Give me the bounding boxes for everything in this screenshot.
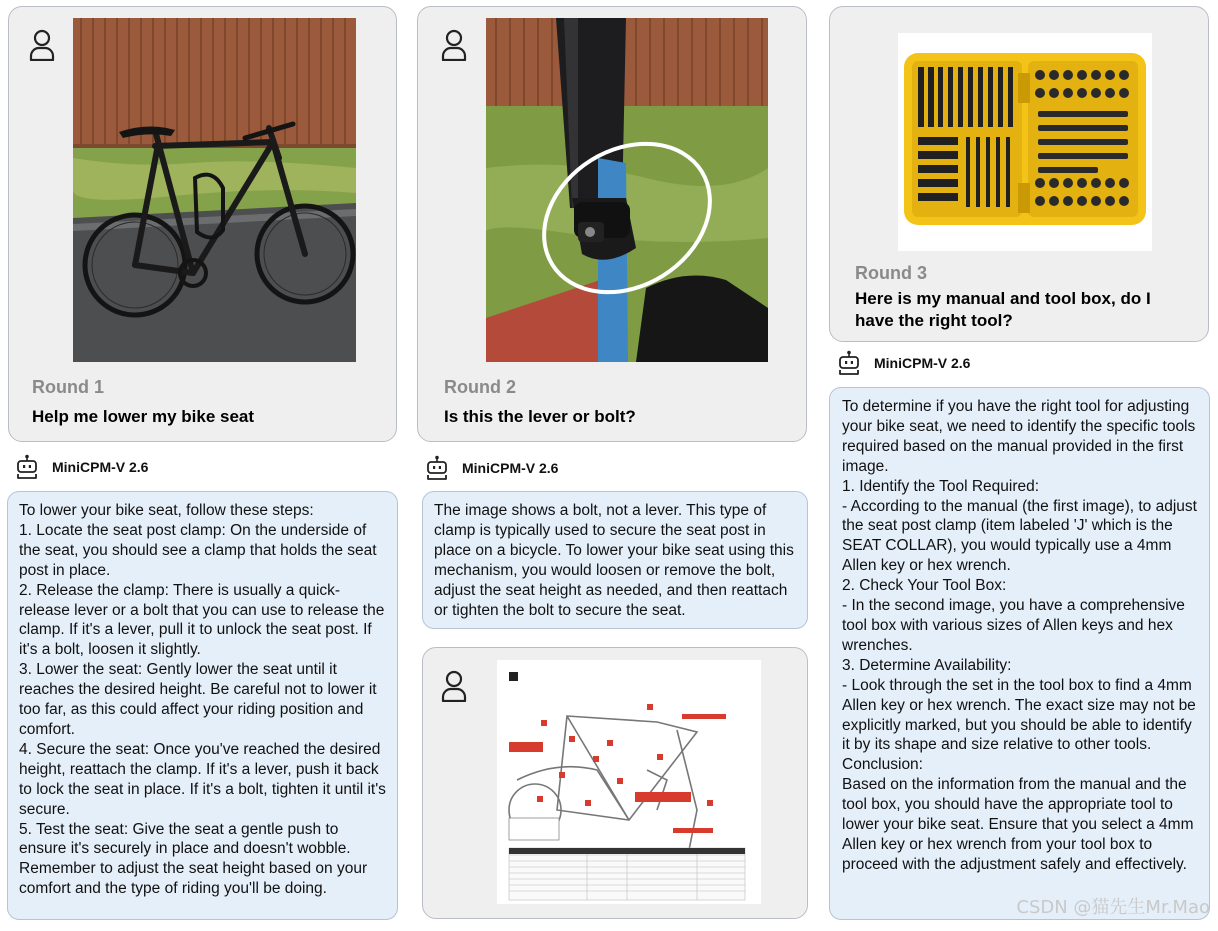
user-message-round-1 xyxy=(8,6,397,442)
round-label: Round 3 xyxy=(855,263,927,283)
bot-response-round-2: The image shows a bolt, not a lever. This type of clamp is typically used to secure the seat post in place on a bicycle. To lower your bike seat using this mechanism, you would loosen or remove the bolt, adjust the seat height as needed, and then reattach or tighten the bolt to secure the seat. xyxy=(422,491,808,629)
bot-name: MiniCPM-V 2.6 xyxy=(874,355,971,371)
toolbox-photo xyxy=(898,33,1152,251)
user-question: Here is my manual and tool box, do I have the right tool? xyxy=(855,289,1151,330)
manual-page-image xyxy=(497,660,761,904)
user-question: Help me lower my bike seat xyxy=(32,407,255,426)
bot-name: MiniCPM-V 2.6 xyxy=(462,460,559,476)
bot-response-round-1: To lower your bike seat, follow these steps: 1. Locate the seat post clamp: On the underside of the seat, you should see a clamp that holds the seat post in place. 2. Release the clamp: There is usually a quick-release lever or a bolt that you can use to release the clamp. If it's a lever, pull it to unlock the seat post. If it's a bolt, loosen it slightly. 3. Lower the seat: Gently lower the seat until it reaches the desired height. Be careful not to lower it too far, as this could affect your riding position and comfort. 4. Secure the seat: Once you've reached the desired height, reattach the clamp. If it's a lever, push it back to lock the seat in place. If it's a bolt, tighten it until it's secure. 5. Test the seat: Give the seat a gentle push to ensure it's securely in place and doesn't wobble. Remember to adjust the seat height based on your comfort and the type of riding you'll be doing. xyxy=(7,491,398,920)
user-question: Is this the lever or bolt? xyxy=(444,407,636,426)
robot-icon xyxy=(838,350,860,376)
bot-header xyxy=(838,349,970,377)
round-label: Round 2 xyxy=(444,377,516,397)
bot-header xyxy=(426,454,558,482)
bot-response-round-3: To determine if you have the right tool for adjusting your bike seat, we need to identify the specific tools required based on the manual provided in the first image. 1. Identify the Tool Required: - According to the manual (the first image), to adjust the seat post clamp (item labeled 'J' which is the SEAT COLLAR), you would typically use a 4mm Allen key or hex wrench. 2. Check Your Tool Box: - In the second image, you have a comprehensive tool box with various sizes of Allen keys and hex wrenches. 3. Determine Availability: - Look through the set in the tool box to find a 4mm Allen key or hex wrench. The exact size may not be explicitly marked, but you should be able to identify it by its shape and size relative to other tools. Conclusion: Based on the information from the manual and the tool box, you should have the appropriate tool to lower your bike seat. Ensure that you select a 4mm Allen key or hex wrench from your tool box to proceed with the adjustment safely and effectively. xyxy=(829,387,1210,920)
seat-clamp-photo xyxy=(486,18,768,362)
user-icon xyxy=(29,29,55,61)
bot-name: MiniCPM-V 2.6 xyxy=(52,459,149,475)
user-icon xyxy=(441,29,467,61)
bot-header xyxy=(16,453,148,481)
user-message-round-3-manual xyxy=(422,647,808,919)
watermark: CSDN @猫先生Mr.Mao xyxy=(1016,897,1210,918)
robot-icon xyxy=(426,455,448,481)
user-message-round-2 xyxy=(417,6,807,442)
user-icon xyxy=(441,670,467,702)
user-message-round-3 xyxy=(829,6,1209,342)
robot-icon xyxy=(16,454,38,480)
bike-photo xyxy=(73,18,356,362)
round-label: Round 1 xyxy=(32,377,104,397)
